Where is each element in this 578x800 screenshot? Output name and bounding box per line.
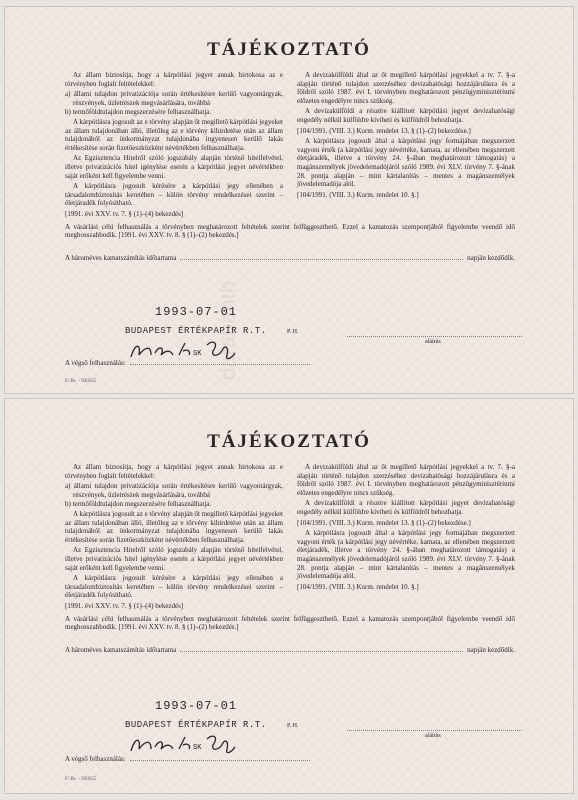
list-item-b: b) termőföldtulajdon megszerzésére felhasználhatja. [65, 500, 212, 509]
serial-number: F/ Bt. – 930355 [65, 777, 97, 782]
fill-in-line [180, 259, 463, 260]
left-column [65, 463, 283, 613]
fill-in-line [130, 364, 310, 365]
law-reference: [1991. évi XXV. tv. 7. § (1)–(4) bekezdés] [65, 209, 184, 218]
svg-text:SK: SK [193, 350, 202, 358]
stamp-place-label: P. H. [287, 329, 299, 335]
fill-in-line [180, 651, 463, 652]
paragraph: Az Egzisztencia Hitelről szóló jogszabály alapján történő hitelfelvétel, illetve privatizációs hitel igénylése esetén a kárpótlási jegyet névértékben saját erőként kell figyelembe venni. [65, 154, 283, 180]
signature-label: aláírás [425, 733, 441, 739]
handwritten-signature [127, 731, 237, 757]
paragraph: A devizakülföldi a részére kiállított kárpótlási jegyet devizahatósági engedély nélkül külföldre kiviheti és külföldről behozhatja. [297, 499, 515, 516]
serial-number: F/ Bt. – 930355 [65, 379, 97, 384]
text-columns [5, 463, 573, 613]
final-use-row [65, 359, 314, 367]
final-use-label: A végső felhasználás: [65, 755, 126, 763]
final-use-row [65, 755, 314, 763]
law-reference: [104/1991. (VIII. 3.) Korm. rendelet 10. §.] [297, 190, 419, 199]
sheet-title: TÁJÉKOZTATÓ [207, 39, 371, 60]
list-item-a: a) állami tulajdon privatizációja során értékesítésre kerülő vagyontárgyak, részvények, üzletrészek megvásárlására, továbbá [65, 482, 283, 499]
law-reference: [104/1991. (VIII. 3.) Korm. rendelet 13. § (1)–(2) bekezdése.] [297, 518, 471, 527]
paragraph: Az állam biztosítja, hogy a kárpótlási jegyet annak birtokosa az e törvényben foglalt feltételekkel: [65, 463, 283, 480]
interest-period-row [5, 646, 573, 654]
start-date: 1993-07-01 [155, 305, 238, 319]
paragraph: A kárpótlásra jogosult kérésére a kárpótlási jegy ellenében a társadalombiztosítás keretében – külön törvény rendelkezései szerint – életjáradék folyósítható. [65, 182, 283, 208]
svg-text:SK: SK [193, 744, 202, 752]
law-reference: [104/1991. (VIII. 3.) Korm. rendelet 10. §.] [297, 582, 419, 591]
fill-in-line [130, 760, 310, 761]
paragraph: A kárpótlásra jogosult által a kárpótlási jegy formájában megszerzett vagyoni érték (a kárpótlási jegy névértéke, kamata, az ellenében megszerzett életjáradék, illetve a törvény 24. §-ában meghatározott támogatás) a magánszemélyek jövedelemadójáról szóló 1989. évi XLV. törvény 7. §-ának 28. pontja alapján – mint kártalanítás – mentes a magánszemélyek jövedelemadója alól. [297, 529, 515, 581]
sheet-title: TÁJÉKOZTATÓ [207, 431, 371, 452]
paragraph: Az állam biztosítja, hogy a kárpótlási jegyet annak birtokosa az e törvényben foglalt feltételekkel: [65, 71, 283, 88]
final-use-label: A végső felhasználás: [65, 359, 126, 367]
issuer-stamp: BUDAPEST ÉRTÉKPAPÍR R.T. [125, 326, 267, 336]
stamp-place-label: P. H. [287, 723, 299, 729]
issuer-stamp: BUDAPEST ÉRTÉKPAPÍR R.T. [125, 720, 267, 730]
paragraph: A kárpótlásra jogosult az e törvény alapján őt megillető kárpótlási jegyeket az állam tulajdonában álló, illetőleg az e törvény kihirdetése után az állam tulajdonából az önkormányzat tulajdonába ingyenesen kerülő lakás értékesítése során fizetőeszközként névértékben felhasználhatja. [65, 117, 283, 152]
paragraph: Az Egzisztencia Hitelről szóló jogszabály alapján történő hitelfelvétel, illetve privatizációs hitel igénylése esetén a kárpótlási jegyet névértékben saját erőként kell figyelembe venni. [65, 546, 283, 572]
signature-label: aláírás [425, 339, 441, 345]
law-reference: [1991. évi XXV. tv. 7. § (1)–(4) bekezdés] [65, 601, 184, 610]
interest-period-label: A hároméves kamatszámítás időtartama [65, 645, 177, 654]
paragraph: A kárpótlásra jogosult által a kárpótlási jegy formájában megszerzett vagyoni érték (a kárpótlási jegy névértéke, kamata, az ellenében megszerzett életjáradék, illetve a törvény 24. §-ában meghatározott támogatás) a magánszemélyek jövedelemadójáról szóló 1989. évi XLV. törvény 7. §-ának 28. pontja alapján – mint kártalanítás – mentes a magánszemélyek jövedelemadója alól. [297, 137, 515, 189]
info-sheet-bottom [4, 398, 574, 794]
paragraph: A devizakülföldi által az őt megillető kárpótlási jegyekkel a tv. 7. §-a alapján történő tulajdon szerzéséhez devizahatósági hozzájárulásra és a földről szóló 1987. évi I. törvényben meghatározott pénzügyminisztériumi előzetes engedélyre nincs szükség. [297, 71, 515, 105]
full-width-note: A vásárlási célú felhasználás a törvényben meghatározott feltételek szerint felfüggeszthető. Ezzel a kamatozás szempontjából figyelembe veendő idő meghosszabbodik. [1991. évi XXV. tv. 8. § (1)–(2) bekezdés.] [65, 614, 515, 632]
right-column [297, 463, 515, 613]
interest-period-row [5, 254, 573, 262]
right-column [297, 71, 515, 221]
paragraph: A kárpótlásra jogosult kérésére a kárpótlási jegy ellenében a társadalombiztosítás keretében – külön törvény rendelkezései szerint – életjáradék folyósítható. [65, 574, 283, 600]
paragraph: A devizakülföldi által az őt megillető kárpótlási jegyekkel a tv. 7. §-a alapján történő tulajdon szerzéséhez devizahatósági hozzájárulásra és a földről szóló 1987. évi I. törvényben meghatározott pénzügyminisztériumi előzetes engedélyre nincs szükség. [297, 463, 515, 497]
left-column [65, 71, 283, 221]
interest-period-label: A hároméves kamatszámítás időtartama [65, 253, 177, 262]
law-reference: [104/1991. (VIII. 3.) Korm. rendelet 13. § (1)–(2) bekezdése.] [297, 126, 471, 135]
paragraph: A kárpótlásra jogosult az e törvény alapján őt megillető kárpótlási jegyeket az állam tulajdonában álló, illetőleg az e törvény kihirdetése után az állam tulajdonából az önkormányzat tulajdonába ingyenesen kerülő lakás értékesítése során fizetőeszközként névértékben felhasználhatja. [65, 509, 283, 544]
list-item-b: b) termőföldtulajdon megszerzésére felhasználhatja. [65, 108, 212, 117]
signature-line [347, 336, 522, 337]
signature-line [347, 730, 522, 731]
start-date: 1993-07-01 [155, 699, 238, 713]
info-sheet-top [4, 6, 574, 394]
list-item-a: a) állami tulajdon privatizációja során értékesítésre kerülő vagyontárgyak, részvények, üzletrészek megvásárlására, továbbá [65, 90, 283, 107]
start-label: napján kezdődik. [467, 253, 515, 262]
start-label: napján kezdődik. [467, 645, 515, 654]
full-width-note: A vásárlási célú felhasználás a törvényben meghatározott feltételek szerint felfüggeszthető. Ezzel a kamatozás szempontjából figyelembe veendő idő meghosszabbodik. [1991. évi XXV. tv. 8. § (1)–(2) bekezdés.] [65, 222, 515, 240]
text-columns [5, 71, 573, 221]
paragraph: A devizakülföldi a részére kiállított kárpótlási jegyet devizahatósági engedély nélkül külföldre kiviheti és külföldről behozhatja. [297, 107, 515, 124]
